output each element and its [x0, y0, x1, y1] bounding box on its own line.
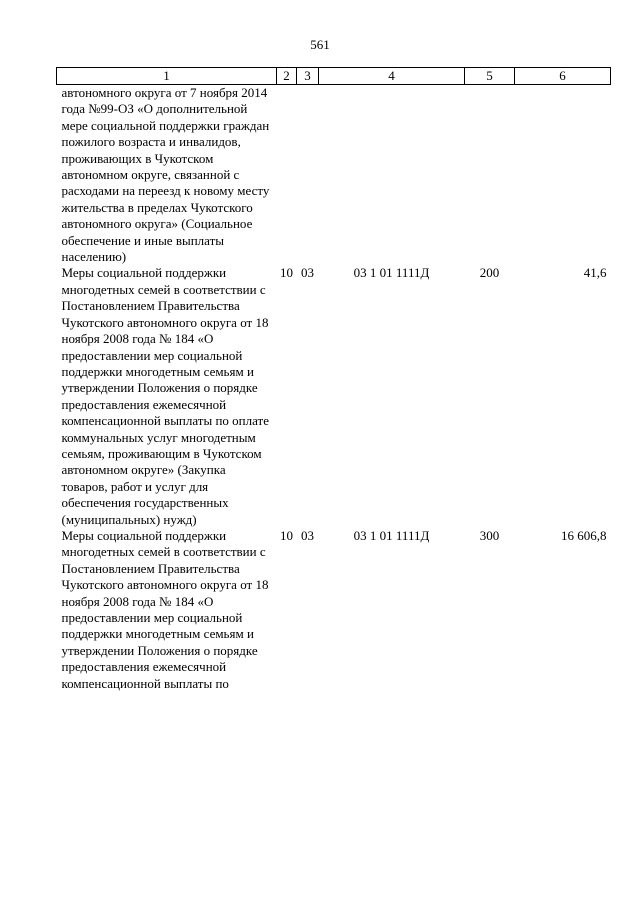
header-cell-2: 2 — [277, 68, 297, 85]
row-csr: 03 1 01 1111Д — [353, 265, 430, 281]
page-number: 561 — [310, 37, 330, 52]
row-pr: 03 — [301, 265, 314, 281]
row-sum: 16 606,8 — [561, 527, 607, 543]
row-rz: 10 — [280, 265, 293, 281]
row-pr: 03 — [301, 527, 314, 543]
table-row — [57, 528, 611, 692]
row-name: Меры социальной поддержки многодетных семей в соответствии с Постановлением Правительства Чукотского автономного округа от 18 ноября 2008 года № 184 «О предоставлении мер социальной поддержки многодетным семьям и утверждении Положения о порядке предоставления ежемесячной компенсационной выплаты по оплате коммунальных услуг многодетным семьям, проживающим в Чукотском автономном округе» (Закупка товаров, работ и услуг для обеспечения государственных (муниципальных) нужд) — [61, 265, 270, 527]
row-sum: 41,6 — [583, 265, 607, 281]
header-cell-1: 1 — [57, 68, 277, 85]
table-row — [57, 265, 611, 528]
row-rz — [277, 85, 297, 266]
table-row — [57, 85, 611, 266]
row-sum — [515, 85, 611, 266]
row-vr: 200 — [479, 265, 500, 281]
budget-table — [56, 67, 611, 692]
header-cell-6: 6 — [515, 68, 611, 85]
header-cell-5: 5 — [465, 68, 515, 85]
header-cell-4: 4 — [319, 68, 465, 85]
header-cell-3: 3 — [297, 68, 319, 85]
row-rz: 10 — [280, 527, 293, 543]
row-vr: 300 — [479, 527, 500, 543]
row-pr — [297, 85, 319, 266]
row-name: автономного округа от 7 ноября 2014 года №99-ОЗ «О дополнительной мере социальной поддержки граждан пожилого возраста и инвалидов, проживающих в Чукотском автономном округе, связанной с расходами на переезд к новому месту жительства в пределах Чукотского автономного округа» (Социальное обеспечение и иные выплаты населению) — [61, 85, 270, 265]
row-csr: 03 1 01 1111Д — [353, 527, 430, 543]
header-row — [57, 68, 611, 85]
row-vr — [465, 85, 515, 266]
row-csr — [319, 85, 465, 266]
row-name: Меры социальной поддержки многодетных семей в соответствии с Постановлением Правительства Чукотского автономного округа от 18 ноября 2008 года № 184 «О предоставлении мер социальной поддержки многодетным семьям и утверждении Положения о порядке предоставления ежемесячной компенсационной выплаты по — [61, 527, 269, 691]
